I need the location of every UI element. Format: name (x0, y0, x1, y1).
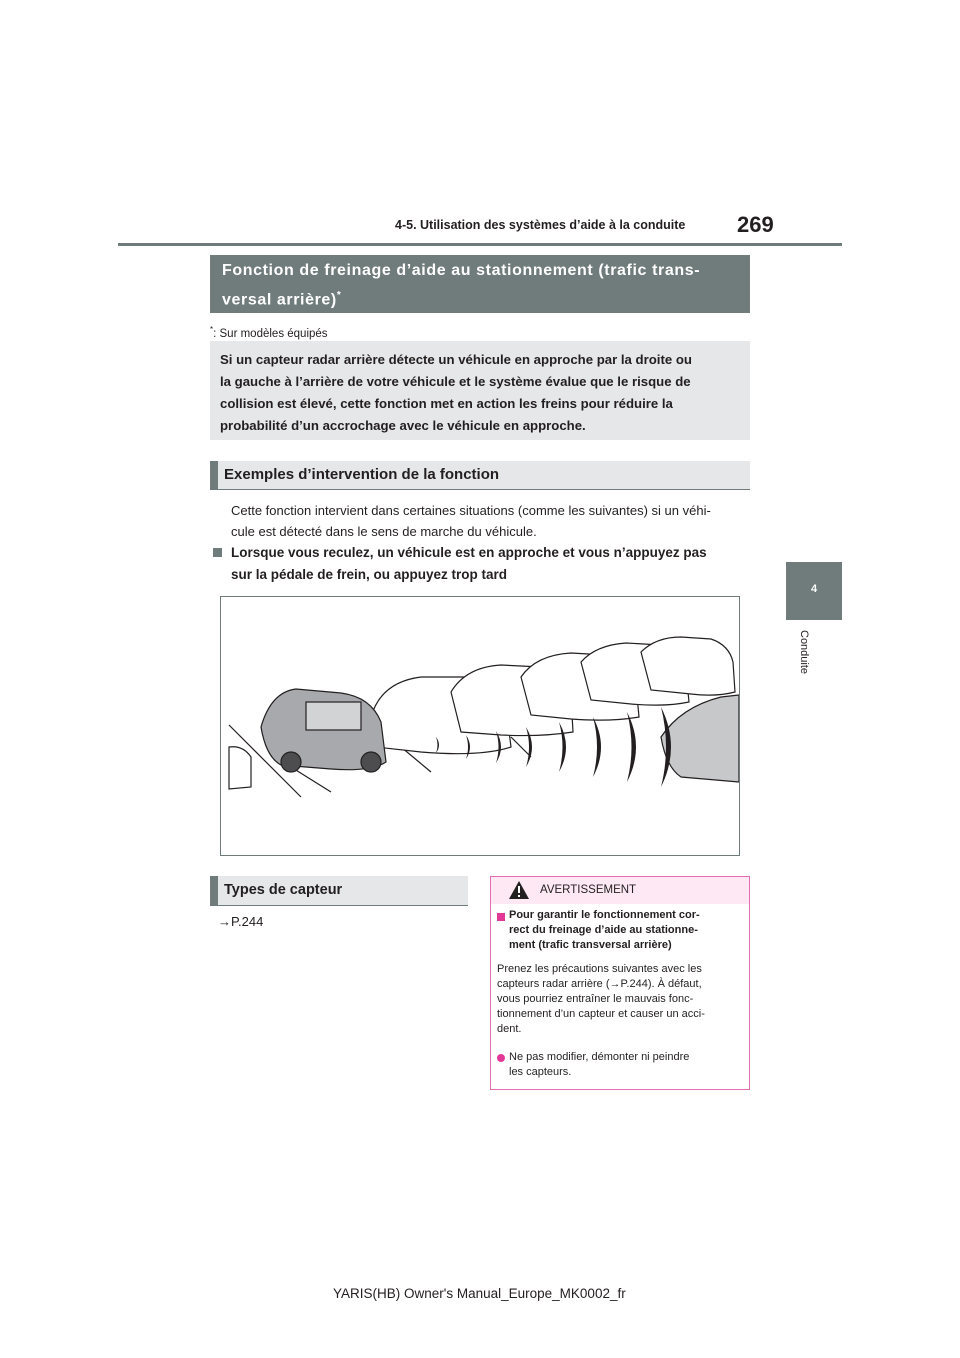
warning-heading-line: ment (trafic transversal arrière) (509, 939, 672, 951)
warning-bullet (509, 1050, 689, 1080)
intro-line: collision est élevé, cette fonction met en action les freins pour réduire la (220, 396, 673, 411)
header-divider (118, 243, 842, 246)
bullet-heading (231, 542, 707, 586)
warning-heading (509, 908, 700, 953)
page-reference-link[interactable]: →P.244 (218, 914, 264, 929)
footnote-marker: * (210, 325, 214, 334)
round-bullet-icon (497, 1054, 505, 1062)
paragraph-line: cule est détecté dans le sens de marche du véhicule. (231, 524, 537, 539)
square-bullet-icon (213, 548, 222, 557)
rear-cross-traffic-illustration (220, 596, 740, 856)
bullet-heading-line: Lorsque vous reculez, un véhicule est en approche et vous n’appuyez pas (231, 545, 707, 560)
warning-text-line: capteurs radar arrière (→P.244). À défaut, (497, 978, 702, 990)
bullet-heading-line: sur la pédale de frein, ou appuyez trop tard (231, 567, 508, 582)
chapter-number: 4 (810, 583, 818, 595)
exemples-paragraph (231, 500, 751, 542)
intro-box (210, 341, 750, 440)
warning-text-line: Prenez les précautions suivantes avec les (497, 963, 702, 975)
warning-bullet-line: Ne pas modifier, démonter ni peindre (509, 1051, 690, 1063)
parking-scene-graphic (221, 597, 739, 855)
main-heading (210, 255, 750, 313)
warning-text-line: tionnement d’un capteur et causer un acci- (497, 1008, 705, 1020)
intro-line: la gauche à l’arrière de votre véhicule et le système évalue que le risque de (220, 374, 691, 389)
warning-text-line: dent. (497, 1023, 522, 1035)
main-heading-line-1: Fonction de freinage d’aide au stationnement (trafic trans- (222, 262, 701, 279)
exemples-heading: Exemples d’intervention de la fonction (210, 461, 750, 490)
footnote-text: : Sur modèles équipés (213, 327, 328, 340)
main-heading-line-2-text: versal arrière) (222, 291, 337, 309)
warning-heading-line: Pour garantir le fonctionnement cor- (509, 909, 700, 921)
paragraph-line: Cette fonction intervient dans certaines situations (comme les suivantes) si un véhi- (231, 503, 711, 518)
warning-bullet-line: les capteurs. (509, 1066, 572, 1078)
chapter-name: Conduite (798, 630, 810, 675)
intro-line: Si un capteur radar arrière détecte un véhicule en approche par la droite ou (220, 352, 692, 367)
square-bullet-icon (497, 913, 505, 921)
footer-text: YARIS(HB) Owner's Manual_Europe_MK0002_fr (333, 1286, 626, 1301)
section-title: 4-5. Utilisation des systèmes d’aide à la conduite (395, 218, 686, 232)
footnote (210, 325, 328, 340)
intro-line: probabilité d’un accrochage avec le véhicule en approche. (220, 418, 586, 433)
warning-triangle-icon (508, 880, 530, 900)
warning-title: AVERTISSEMENT (540, 884, 637, 896)
main-heading-marker: * (336, 290, 342, 301)
types-heading: Types de capteur (210, 876, 468, 906)
main-heading-line-2 (222, 283, 738, 312)
warning-heading-line: rect du freinage d’aide au stationne- (509, 924, 698, 936)
warning-text-line: vous pourriez entraîner le mauvais fonc- (497, 993, 694, 1005)
warning-triangle-graphic (508, 880, 530, 900)
page-number: 269 (737, 212, 774, 237)
warning-text (497, 962, 705, 1037)
